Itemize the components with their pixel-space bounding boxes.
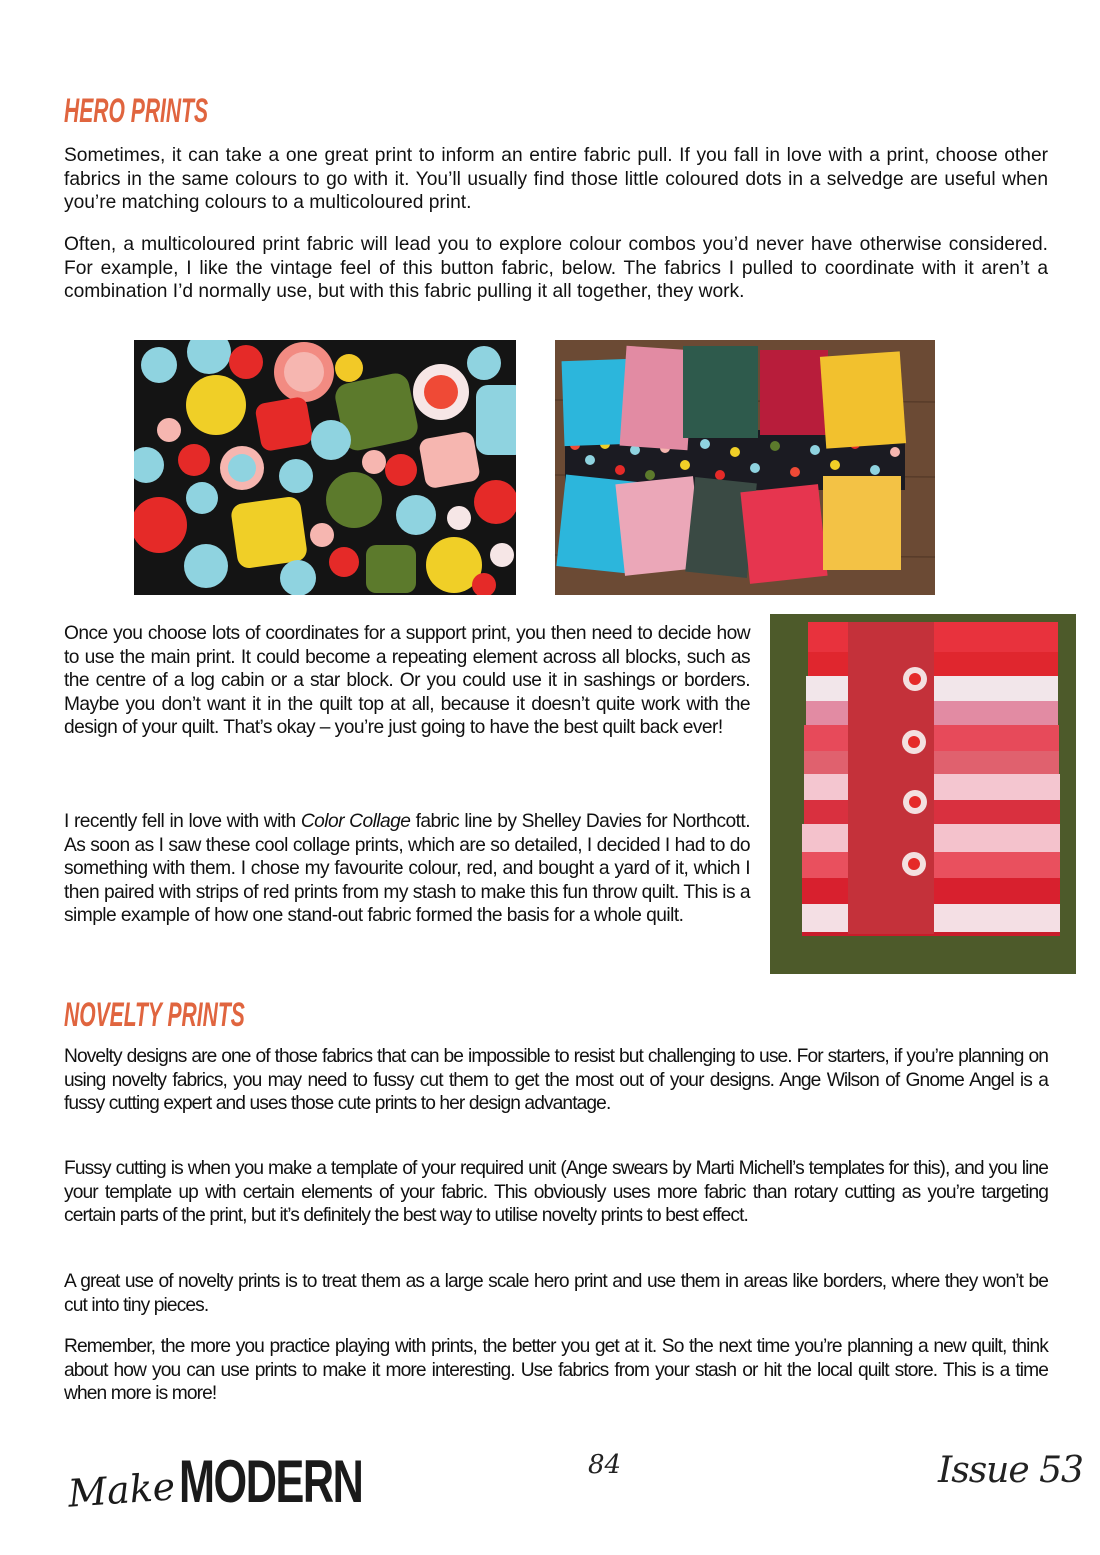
logo-make-text: Make bbox=[66, 1464, 177, 1516]
buttons-fabric-illustration bbox=[134, 340, 516, 595]
issue-number: Issue 53 bbox=[938, 1450, 1083, 1491]
paragraph: Sometimes, it can take a one great print to inform an entire fabric pull. If you fall in love with a print, choose other fabrics in the same colours to go with it. You’ll usually find those little coloured dots in a selvedge are useful when you’re matching colours to a multicoloured print. bbox=[64, 145, 1048, 213]
logo-modern-text: MODERN bbox=[179, 1448, 363, 1515]
fabric-line-name: Color Collage bbox=[300, 811, 411, 832]
paragraph-color-collage bbox=[64, 810, 750, 928]
text: I recently fell in love with with bbox=[64, 811, 301, 832]
paragraph: Once you choose lots of coordinates for a support print, you then need to decide how to use the main print. It could become a repeating element across all blocks, such as the centre of a log cabin or a star block. Or you could use it in sashings or borders. Maybe you don’t want it in the quilt top at all, because it doesn’t quite work with the design of your quilt. That’s okay – you’re just going to have the best quilt back ever! bbox=[64, 623, 750, 738]
buttons-fabric-image bbox=[134, 340, 516, 595]
quilt-image bbox=[770, 614, 1076, 974]
paragraph: Remember, the more you practice playing with prints, the better you get at it. So the next time you’re planning a new quilt, think about how you can use prints to make it more interesting. Use fabrics from your stash or hit the local quilt store. This is a time when more is more! bbox=[64, 1336, 1048, 1404]
quilt-illustration bbox=[770, 614, 1076, 974]
fabric-pull-image bbox=[555, 340, 935, 595]
section-heading-hero-prints: HERO PRINTS bbox=[64, 92, 209, 130]
fabric-pull-illustration bbox=[555, 340, 935, 595]
make-modern-logo bbox=[66, 1448, 434, 1516]
paragraph: Fussy cutting is when you make a template of your required unit (Ange swears by Marti Michell’s templates for this), and you line your template up with certain elements of your fabric. This obviously uses more fabric than rotary cutting as you’re targeting certain parts of the print, but it’s definitely the best way to utilise novelty prints to best effect. bbox=[64, 1158, 1048, 1226]
section-heading-novelty-prints: NOVELTY PRINTS bbox=[64, 996, 245, 1034]
text: fabric line by Shelley Davies for Northcott. As soon as I saw these cool collage prints, which are so detailed, I decided I had to do something with them. I chose my favourite colour, red, and bought a yard of it, which I then paired with strips of red prints from my stash to make this fun throw quilt. This is a simple example of how one stand-out fabric formed the basis for a whole quilt. bbox=[64, 811, 750, 926]
paragraph: A great use of novelty prints is to treat them as a large scale hero print and use them in areas like borders, where they won’t be cut into tiny pieces. bbox=[64, 1271, 1048, 1316]
paragraph: Novelty designs are one of those fabrics that can be impossible to resist but challenging to use. For starters, if you’re planning on using novelty fabrics, you may need to fussy cut them to get the most out of your designs. Ange Wilson of Gnome Angel is a fussy cutting expert and uses those cute prints to her design advantage. bbox=[64, 1046, 1048, 1114]
page-number: 84 bbox=[588, 1450, 622, 1480]
paragraph: Often, a multicoloured print fabric will lead you to explore colour combos you’d never have otherwise considered. For example, I like the vintage feel of this button fabric, below. The fabrics I pulled to coordinate with it aren’t a combination I’d normally use, but with this fabric pulling it all together, they work. bbox=[64, 234, 1048, 302]
